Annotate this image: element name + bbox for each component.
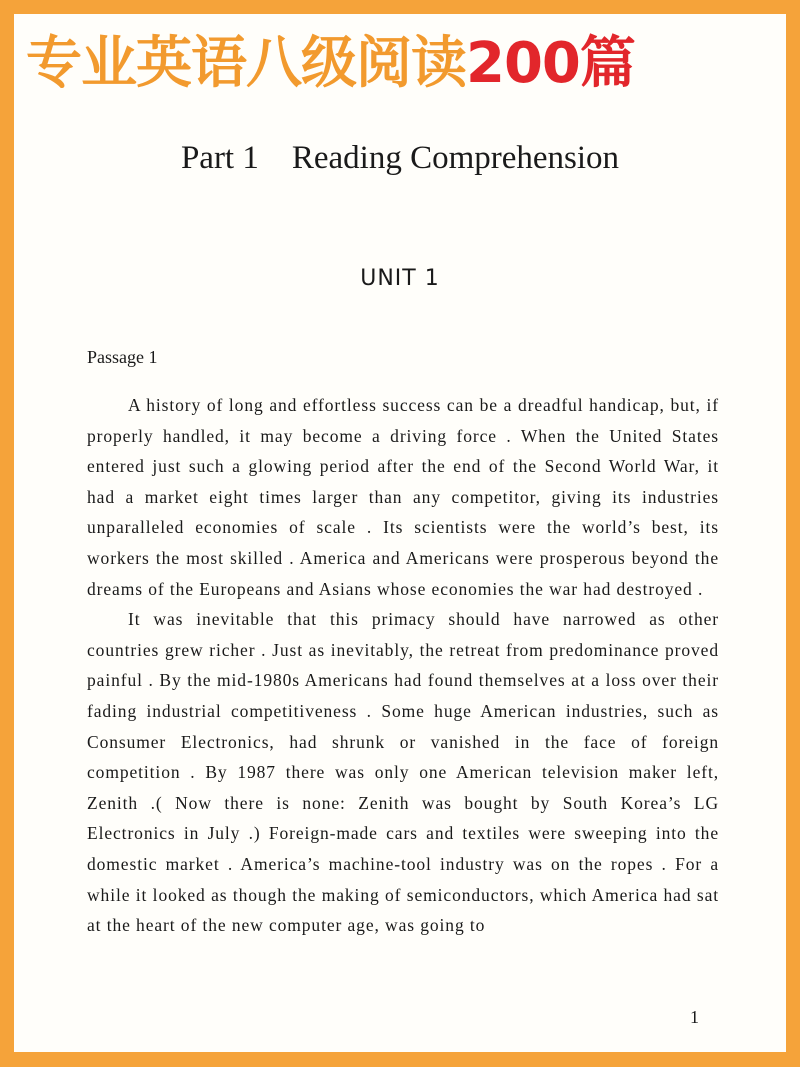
unit-title: UNIT 1 (360, 266, 440, 291)
banner-title-main: 专业英语八级阅读 (26, 31, 466, 96)
banner-title (26, 32, 635, 96)
banner-title-count: 200篇 (466, 31, 635, 96)
passage-body (87, 390, 719, 941)
passage-label: Passage 1 (87, 347, 158, 367)
part-title: Part 1 Reading Comprehension (180, 140, 620, 176)
paragraph: It was inevitable that this primacy should have narrowed as other countries grew richer . Just as inevitably, the retreat from predominance proved painful . By the mid-1980s Americans had found themselves at a loss over their fading industrial competitiveness . Some huge American industries, such as Consumer Electronics, had shrunk or vanished in the face of foreign competition . By 1987 there was only one American television maker left, Zenith .( Now there is none: Zenith was bought by South Korea’s LG Electronics in July .) Foreign-made cars and textiles were sweeping into the domestic market . America’s machine-tool industry was on the ropes . For a while it looked as though the making of semiconductors, which America had sat at the heart of the new computer age, was going to (87, 609, 719, 936)
page-number: 1 (690, 1007, 699, 1027)
paragraph: A history of long and effortless success can be a dreadful handicap, but, if properly handled, it may become a driving force . When the United States entered just such a glowing period after the end of the Second World War, it had a market eight times larger than any competitor, giving its industries unparalleled economies of scale . Its scientists were the world’s best, its workers the most skilled . America and Americans were prosperous beyond the dreams of the Europeans and Asians whose economies the war had destroyed . (87, 395, 719, 599)
